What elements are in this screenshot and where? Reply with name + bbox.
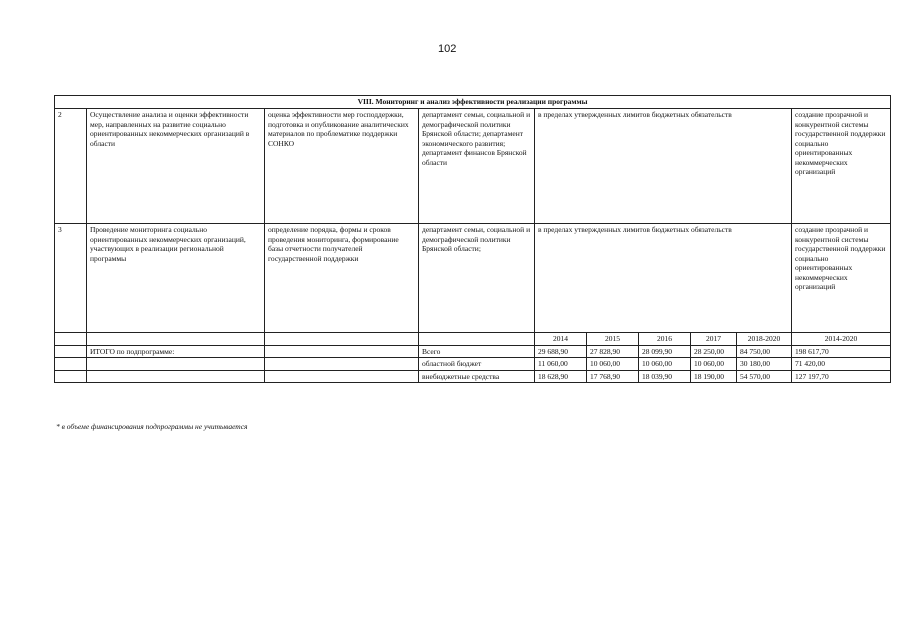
executor: департамент семьи, социальной и демографической политики Брянской области; департамент экономического развития; департамент финансов Брянской области	[419, 109, 535, 224]
amount-cell: 10 060,00	[639, 358, 691, 371]
empty-cell	[265, 345, 419, 358]
event-content: определение порядка, формы и сроков проведения мониторинга, формирование базы отчетности получателей государственной поддержки	[265, 224, 419, 333]
row-number: 3	[55, 224, 87, 333]
empty-cell	[55, 333, 87, 346]
empty-cell	[55, 358, 87, 371]
funding-source: Всего	[419, 345, 535, 358]
funding-source: внебюджетные средства	[419, 370, 535, 383]
table-row	[55, 224, 891, 333]
amount-cell: 18 190,00	[691, 370, 737, 383]
funding-note: в пределах утвержденных лимитов бюджетных обязательств	[535, 109, 792, 224]
amount-cell: 18 039,90	[639, 370, 691, 383]
amount-cell: 28 250,00	[691, 345, 737, 358]
section-title: VIII. Мониторинг и анализ эффективности реализации программы	[55, 96, 891, 109]
program-table	[54, 95, 891, 383]
year-header: 2014-2020	[792, 333, 891, 346]
year-header: 2018-2020	[737, 333, 792, 346]
amount-cell: 28 099,90	[639, 345, 691, 358]
amount-cell: 18 628,90	[535, 370, 587, 383]
executor: департамент семьи, социальной и демографической политики Брянской области;	[419, 224, 535, 333]
footnote: * в объеме финансирования подпрограммы не учитывается	[56, 422, 248, 431]
amount-cell: 10 060,00	[587, 358, 639, 371]
total-row	[55, 358, 891, 371]
empty-cell	[265, 358, 419, 371]
total-row	[55, 370, 891, 383]
amount-cell: 30 180,00	[737, 358, 792, 371]
table-row	[55, 109, 891, 224]
section-header-row	[55, 96, 891, 109]
funding-source: областной бюджет	[419, 358, 535, 371]
year-header: 2016	[639, 333, 691, 346]
row-number: 2	[55, 109, 87, 224]
page-number: 102	[438, 43, 457, 55]
empty-cell	[55, 370, 87, 383]
year-header: 2017	[691, 333, 737, 346]
empty-cell	[87, 333, 265, 346]
amount-cell: 71 420,00	[792, 358, 891, 371]
amount-cell: 10 060,00	[691, 358, 737, 371]
amount-cell: 17 768,90	[587, 370, 639, 383]
total-row	[55, 345, 891, 358]
event-name: Проведение мониторинга социально ориентированных некоммерческих организаций, участвующих в реализации региональной программы	[87, 224, 265, 333]
amount-cell: 27 828,90	[587, 345, 639, 358]
event-name: Осуществление анализа и оценки эффективности мер, направленных на развитие социально ориентированных некоммерческих организаций в области	[87, 109, 265, 224]
amount-cell: 127 197,70	[792, 370, 891, 383]
empty-cell	[55, 345, 87, 358]
empty-cell	[265, 370, 419, 383]
amount-cell: 29 688,90	[535, 345, 587, 358]
year-header: 2015	[587, 333, 639, 346]
funding-note: в пределах утвержденных лимитов бюджетных обязательств	[535, 224, 792, 333]
event-content: оценка эффективности мер господдержки, подготовка и опубликование аналитических материалов по проблематике поддержки СОНКО	[265, 109, 419, 224]
expected-result: создание прозрачной и конкурентной системы государственной поддержки социально ориентированных некоммерческих организаций	[792, 109, 891, 224]
amount-cell: 84 750,00	[737, 345, 792, 358]
amount-cell: 198 617,70	[792, 345, 891, 358]
years-header-row	[55, 333, 891, 346]
total-label: ИТОГО по подпрограмме:	[87, 345, 265, 358]
amount-cell: 54 570,00	[737, 370, 792, 383]
empty-cell	[87, 370, 265, 383]
expected-result: создание прозрачной и конкурентной системы государственной поддержки социально ориентированных некоммерческих организаций	[792, 224, 891, 333]
year-header: 2014	[535, 333, 587, 346]
empty-cell	[265, 333, 419, 346]
empty-cell	[419, 333, 535, 346]
amount-cell: 11 060,00	[535, 358, 587, 371]
empty-cell	[87, 358, 265, 371]
